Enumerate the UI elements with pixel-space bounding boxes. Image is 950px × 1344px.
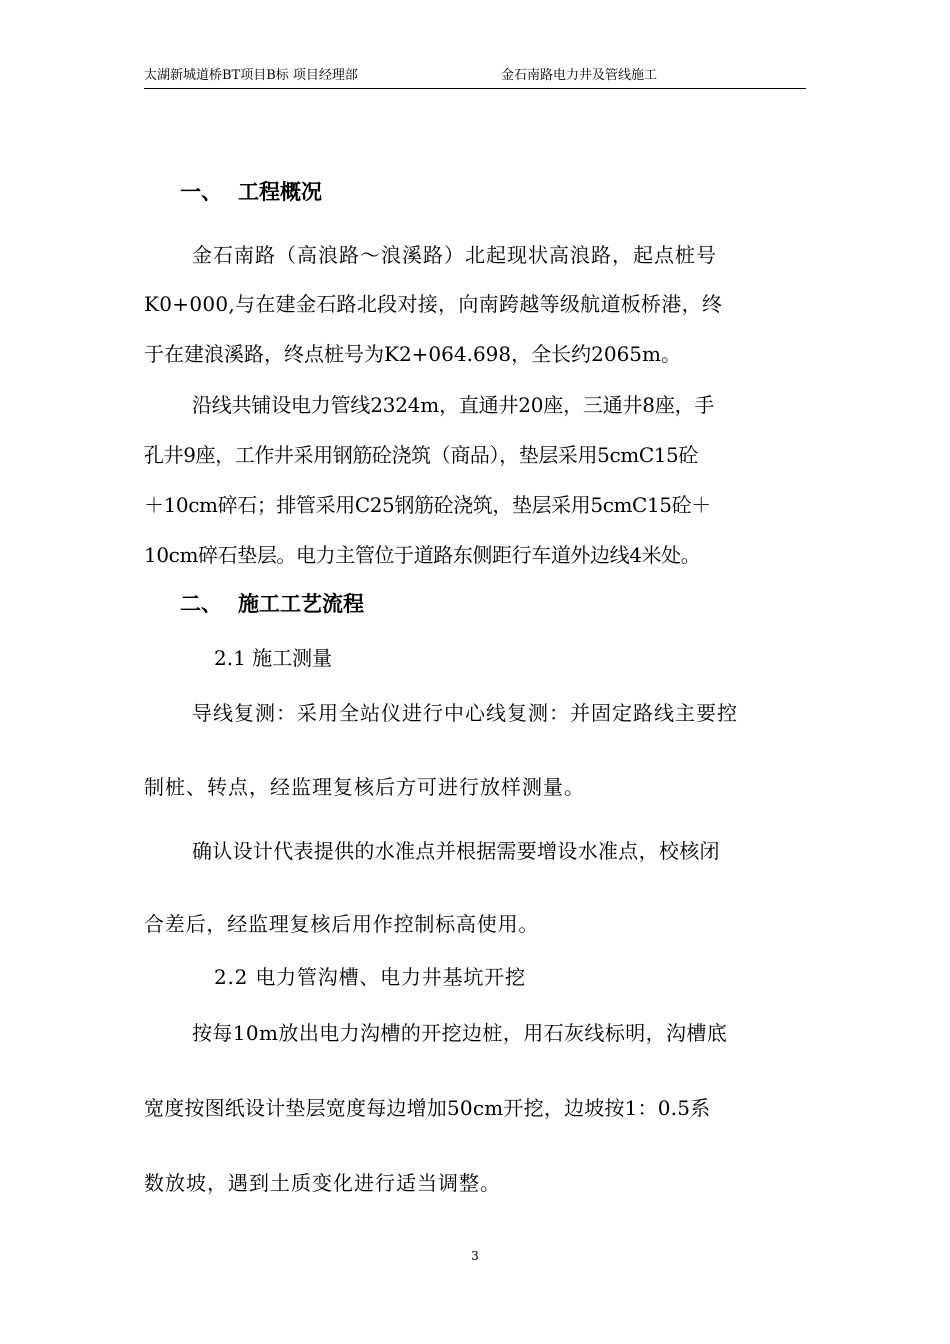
section2-heading [180,589,364,619]
s1-p2-line-3: ＋10cm碎石；排管采用C25钢筋砼浇筑，垫层采用5cmC15砼＋ [144,493,711,517]
s22-p1-line-1: 按每10m放出电力沟槽的开挖边桩，用石灰线标明，沟槽底 [192,1021,728,1045]
s1-p1-line-2: K0+000,与在建金石路北段对接，向南跨越等级航道板桥港，终 [144,292,723,316]
s1-p1-line-1: 金石南路（高浪路～浪溪路）北起现状高浪路，起点桩号 [192,243,717,267]
section2-number: 二、 [180,592,222,616]
s21-p2-line-1: 确认设计代表提供的水准点并根据需要增设水准点，校核闭 [192,839,720,863]
subsection-2-2-title: 2.2 电力管沟槽、电力井基坑开挖 [214,965,526,989]
section1-heading [180,177,322,207]
s21-p2-line-2: 合差后，经监理复核后用作控制标高使用。 [144,912,540,936]
s22-p1-line-2: 宽度按图纸设计垫层宽度每边增加50cm开挖，边坡按1：0.5系 [144,1096,711,1120]
header-right-text: 金石南路电力井及管线施工 [501,68,658,83]
page-number: 3 [471,1249,479,1263]
page-header [144,64,806,89]
s1-p2-line-4: 10cm碎石垫层。电力主管位于道路东侧距行车道外边线4米处。 [144,543,701,567]
s1-p1-line-3: 于在建浪溪路，终点桩号为K2+064.698，全长约2065m。 [144,342,681,366]
section1-number: 一、 [180,180,222,204]
subsection-2-1-title: 2.1 施工测量 [214,646,333,670]
section2-title: 施工工艺流程 [238,592,364,616]
header-left-text: 太湖新城道桥BT项目B标 项目经理部 [144,68,358,83]
s21-p1-line-2: 制桩、转点，经监理复核后方可进行放样测量。 [144,775,585,799]
s1-p2-line-1: 沿线共铺设电力管线2324m，直通井20座，三通井8座，手 [192,393,715,417]
s1-p2-line-2: 孔井9座，工作井采用钢筋砼浇筑（商品），垫层采用5cmC15砼 [144,443,698,467]
s21-p1-line-1: 导线复测：采用全站仪进行中心线复测：并固定路线主要控 [192,701,738,725]
s22-p1-line-3: 数放坡，遇到土质变化进行适当调整。 [144,1171,501,1195]
section1-title: 工程概况 [238,180,322,204]
